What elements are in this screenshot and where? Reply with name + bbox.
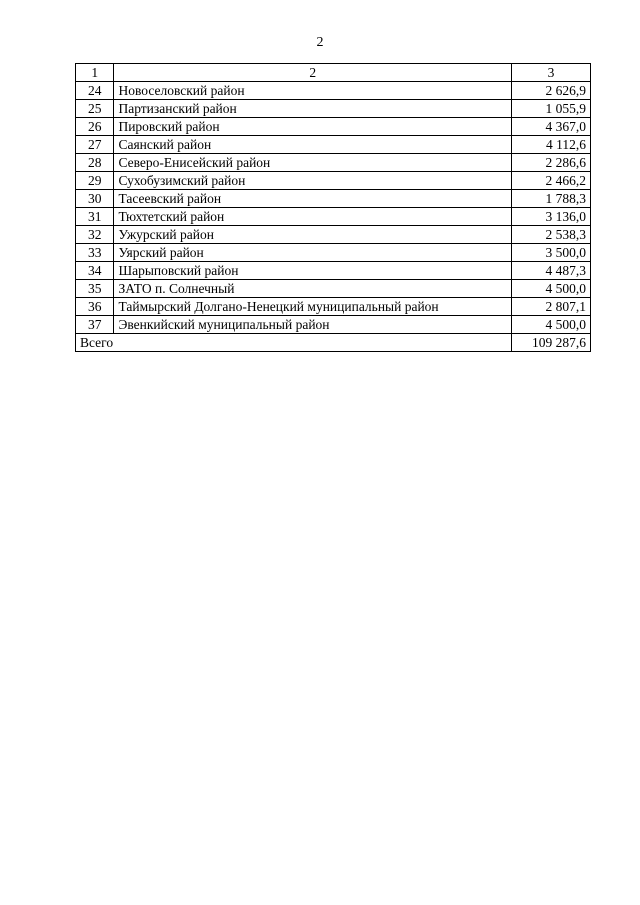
row-number: 33 [76,244,114,262]
district-name: Уярский район [114,244,511,262]
amount-value: 4 500,0 [511,280,590,298]
table-row [76,208,591,226]
total-label: Всего [76,334,512,352]
district-name: Эвенкийский муниципальный район [114,316,511,334]
table-row [76,100,591,118]
column-header-2: 2 [114,64,511,82]
table-row [76,262,591,280]
amount-value: 4 487,3 [511,262,590,280]
table-row [76,154,591,172]
district-name: Сухобузимский район [114,172,511,190]
amount-value: 2 626,9 [511,82,590,100]
column-header-1: 1 [76,64,114,82]
table-total-row [76,334,591,352]
amount-value: 4 367,0 [511,118,590,136]
row-number: 26 [76,118,114,136]
district-name: Ужурский район [114,226,511,244]
column-header-3: 3 [511,64,590,82]
amount-value: 1 055,9 [511,100,590,118]
district-name: Саянский район [114,136,511,154]
amount-value: 4 112,6 [511,136,590,154]
district-name: ЗАТО п. Солнечный [114,280,511,298]
district-name: Новоселовский район [114,82,511,100]
table-body [76,64,591,352]
row-number: 37 [76,316,114,334]
table-row [76,172,591,190]
table-header-row [76,64,591,82]
table-row [76,118,591,136]
district-name: Тюхтетский район [114,208,511,226]
allocation-table [75,63,591,352]
district-name: Шарыповский район [114,262,511,280]
table-row [76,136,591,154]
district-name: Таймырский Долгано-Ненецкий муниципальный район [114,298,511,316]
row-number: 24 [76,82,114,100]
amount-value: 2 286,6 [511,154,590,172]
table-row [76,244,591,262]
amount-value: 2 807,1 [511,298,590,316]
row-number: 34 [76,262,114,280]
row-number: 25 [76,100,114,118]
row-number: 29 [76,172,114,190]
amount-value: 4 500,0 [511,316,590,334]
row-number: 32 [76,226,114,244]
table-row [76,226,591,244]
table-row [76,316,591,334]
row-number: 28 [76,154,114,172]
table-row [76,190,591,208]
table-row [76,298,591,316]
amount-value: 1 788,3 [511,190,590,208]
table-row [76,82,591,100]
page-number: 2 [316,35,324,50]
row-number: 31 [76,208,114,226]
row-number: 35 [76,280,114,298]
district-name: Тасеевский район [114,190,511,208]
row-number: 30 [76,190,114,208]
row-number: 36 [76,298,114,316]
amount-value: 2 466,2 [511,172,590,190]
amount-value: 3 500,0 [511,244,590,262]
amount-value: 3 136,0 [511,208,590,226]
district-name: Северо-Енисейский район [114,154,511,172]
row-number: 27 [76,136,114,154]
district-name: Пировский район [114,118,511,136]
table-row [76,280,591,298]
total-value: 109 287,6 [511,334,590,352]
amount-value: 2 538,3 [511,226,590,244]
district-name: Партизанский район [114,100,511,118]
